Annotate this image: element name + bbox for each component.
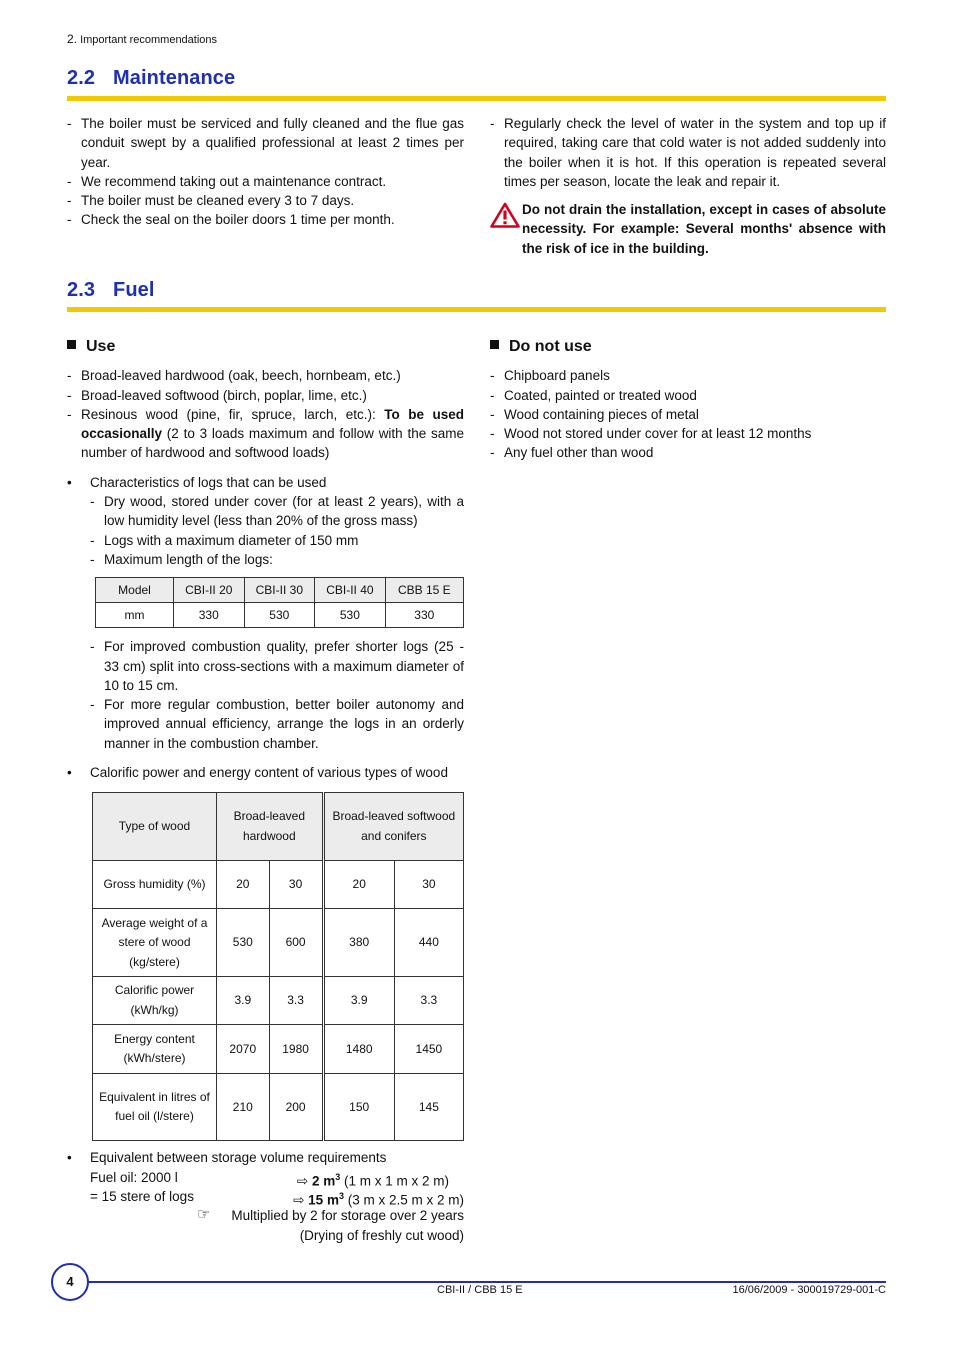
list-item: - Maximum length of the logs: bbox=[90, 550, 464, 569]
table-row bbox=[93, 1025, 464, 1074]
table-cell: CBI-II 30 bbox=[244, 578, 315, 603]
table-row-label: Gross humidity (%) bbox=[93, 861, 217, 909]
list-item: - Any fuel other than wood bbox=[490, 443, 887, 462]
resinous-text: Resinous wood (pine, fir, spruce, larch, etc.): bbox=[81, 406, 385, 422]
list-item: - Coated, painted or treated wood bbox=[490, 386, 887, 405]
table-cell: 1980 bbox=[269, 1025, 323, 1074]
breadcrumb bbox=[67, 32, 217, 46]
table-row-label: Equivalent in litres of fuel oil (l/stere) bbox=[93, 1074, 217, 1141]
do-not-use-heading bbox=[490, 337, 887, 356]
table-cell: 440 bbox=[394, 909, 463, 977]
storage-equivalence bbox=[67, 1148, 464, 1244]
table-cell: 3.9 bbox=[323, 977, 394, 1025]
arrow-right-icon: ⇨ bbox=[296, 1173, 309, 1189]
volume-bold: 15 m bbox=[308, 1192, 339, 1208]
maintenance-list-right bbox=[490, 114, 886, 191]
square-bullet-icon bbox=[490, 340, 499, 349]
table-row bbox=[93, 909, 464, 977]
table-cell: 2070 bbox=[217, 1025, 270, 1074]
storage-bullet: • Equivalent between storage volume requirements bbox=[67, 1148, 464, 1167]
section-label: Maintenance bbox=[113, 67, 236, 89]
calorific-table bbox=[92, 792, 464, 1141]
list-item: - For improved combustion quality, prefer shorter logs (25 - 33 cm) split into cross-sections with a maximum diameter of 10 to 15 cm. bbox=[90, 637, 464, 695]
warning-text: Do not drain the installation, except in cases of absolute necessity. For example: Several months' absence with the risk of ice in the building. bbox=[522, 202, 886, 256]
section-title-fuel bbox=[67, 279, 155, 302]
table-row-label: Average weight of a stere of wood (kg/stere) bbox=[93, 909, 217, 977]
table-cell: 20 bbox=[217, 861, 270, 909]
logs-after-list bbox=[67, 637, 464, 753]
list-item: - We recommend taking out a maintenance contract. bbox=[67, 172, 464, 191]
table-cell: 3.3 bbox=[269, 977, 323, 1025]
storage-note: Multiplied by 2 for storage over 2 years bbox=[231, 1208, 464, 1224]
list-item: - Wood containing pieces of metal bbox=[490, 405, 887, 424]
logs-bullet: • Characteristics of logs that can be used bbox=[67, 473, 464, 492]
footer-model: CBI-II / CBB 15 E bbox=[437, 1284, 523, 1296]
volume-bold: 2 m bbox=[311, 1173, 336, 1189]
table-cell: 30 bbox=[269, 861, 323, 909]
table-cell: 380 bbox=[323, 909, 394, 977]
table-row bbox=[93, 793, 464, 861]
table-row bbox=[96, 603, 464, 628]
warning-icon bbox=[490, 202, 520, 228]
table-cell: 210 bbox=[217, 1074, 270, 1141]
list-item: - Check the seal on the boiler doors 1 time per month. bbox=[67, 210, 464, 229]
section-rule bbox=[67, 96, 886, 101]
table-cell: 20 bbox=[323, 861, 394, 909]
breadcrumb-number: 2. bbox=[67, 32, 78, 46]
table-cell: 1480 bbox=[323, 1025, 394, 1074]
logs-label: = 15 stere of logs bbox=[90, 1188, 194, 1204]
footer-reference: 16/06/2009 - 300019729-001-C bbox=[732, 1284, 886, 1296]
resinous-bold: To be used occasionally bbox=[81, 406, 464, 442]
volume-dims: (3 m x 2.5 m x 2 m) bbox=[343, 1192, 464, 1208]
table-row bbox=[93, 977, 464, 1025]
logs-row bbox=[67, 1187, 464, 1206]
note-row bbox=[67, 1206, 464, 1225]
table-row bbox=[93, 861, 464, 909]
table-row-label: Energy content (kWh/stere) bbox=[93, 1025, 217, 1074]
arrow-right-icon: ⇨ bbox=[293, 1192, 305, 1208]
list-item: - Regularly check the level of water in the system and top up if required, taking care that cold water is not added suddenly into the boiler when it is hot. If this operation is repeated several times per season, locate the leak and repair it. bbox=[490, 114, 886, 191]
table-cell: Model bbox=[96, 578, 174, 603]
warning-note bbox=[490, 200, 886, 258]
table-cell: 145 bbox=[394, 1074, 463, 1141]
use-heading bbox=[67, 337, 464, 356]
table-row bbox=[93, 1074, 464, 1141]
section-number: 2.3 bbox=[67, 279, 96, 301]
superscript: 3 bbox=[338, 1190, 344, 1201]
storage-note: (Drying of freshly cut wood) bbox=[299, 1227, 464, 1243]
list-item: - Broad-leaved softwood (birch, poplar, lime, etc.) bbox=[67, 386, 464, 405]
table-cell: CBI-II 40 bbox=[315, 578, 386, 603]
calorific-bullet: • Calorific power and energy content of various types of wood bbox=[67, 763, 464, 782]
use-list bbox=[67, 366, 464, 462]
table-header-cell: Broad-leaved softwood and conifers bbox=[323, 793, 463, 861]
table-cell: CBB 15 E bbox=[385, 578, 463, 603]
table-cell: CBI-II 20 bbox=[174, 578, 245, 603]
list-item: - The boiler must be serviced and fully cleaned and the flue gas conduit swept by a qualified professional at least 2 times per year. bbox=[67, 114, 464, 172]
table-cell: 3.3 bbox=[394, 977, 463, 1025]
list-item: - Broad-leaved hardwood (oak, beech, hornbeam, etc.) bbox=[67, 366, 464, 385]
table-cell: 330 bbox=[174, 603, 245, 628]
section-number: 2.2 bbox=[67, 67, 96, 89]
footer-rule bbox=[88, 1281, 886, 1283]
table-cell: 150 bbox=[323, 1074, 394, 1141]
table-cell: 1450 bbox=[394, 1025, 463, 1074]
note-row bbox=[67, 1226, 464, 1245]
table-cell: 600 bbox=[269, 909, 323, 977]
table-cell: mm bbox=[96, 603, 174, 628]
maintenance-list bbox=[67, 114, 464, 230]
table-header-cell: Type of wood bbox=[93, 793, 217, 861]
do-not-use-heading-label: Do not use bbox=[509, 338, 592, 355]
table-cell: 530 bbox=[217, 909, 270, 977]
list-item: - Wood not stored under cover for at least 12 months bbox=[490, 424, 887, 443]
table-cell: 3.9 bbox=[217, 977, 270, 1025]
table-row-label: Calorific power (kWh/kg) bbox=[93, 977, 217, 1025]
table-cell: 530 bbox=[244, 603, 315, 628]
volume-dims: (1 m x 1 m x 2 m) bbox=[340, 1173, 449, 1189]
maintenance-right-column bbox=[490, 114, 886, 258]
fuel-oil-label: Fuel oil: 2000 l bbox=[90, 1169, 178, 1185]
table-cell: 330 bbox=[385, 603, 463, 628]
logs-list bbox=[67, 492, 464, 569]
fuel-oil-row bbox=[67, 1168, 464, 1187]
table-header-cell: Broad-leaved hardwood bbox=[217, 793, 324, 861]
list-item: - Chipboard panels bbox=[490, 366, 887, 385]
do-not-use-list bbox=[490, 366, 887, 462]
superscript: 3 bbox=[335, 1171, 341, 1182]
log-length-table bbox=[95, 577, 464, 628]
list-item: - The boiler must be cleaned every 3 to 7 days. bbox=[67, 191, 464, 210]
fuel-use-column bbox=[67, 337, 464, 1245]
section-rule bbox=[67, 307, 886, 312]
table-cell: 30 bbox=[394, 861, 463, 909]
section-title-maintenance bbox=[67, 67, 235, 90]
table-cell: 530 bbox=[315, 603, 386, 628]
maintenance-left-column bbox=[67, 114, 464, 230]
square-bullet-icon bbox=[67, 340, 76, 349]
page-number: 4 bbox=[51, 1263, 89, 1301]
section-label: Fuel bbox=[113, 279, 155, 301]
use-heading-label: Use bbox=[86, 338, 116, 355]
breadcrumb-label: Important recommendations bbox=[80, 34, 218, 46]
fuel-do-not-use-column bbox=[490, 337, 887, 463]
list-item bbox=[67, 405, 464, 463]
table-row bbox=[96, 578, 464, 603]
list-item: - Logs with a maximum diameter of 150 mm bbox=[90, 531, 464, 550]
hand-pointer-icon: ☞ bbox=[197, 1206, 211, 1224]
table-cell: 200 bbox=[269, 1074, 323, 1141]
list-item: - For more regular combustion, better boiler autonomy and improved annual efficiency, arrange the logs in an orderly manner in the combustion chamber. bbox=[90, 695, 464, 753]
resinous-text-end: (2 to 3 loads maximum and follow with the same number of hardwood and softwood loads) bbox=[81, 426, 464, 461]
list-item: - Dry wood, stored under cover (for at least 2 years), with a low humidity level (less than 20% of the gross mass) bbox=[90, 492, 464, 531]
